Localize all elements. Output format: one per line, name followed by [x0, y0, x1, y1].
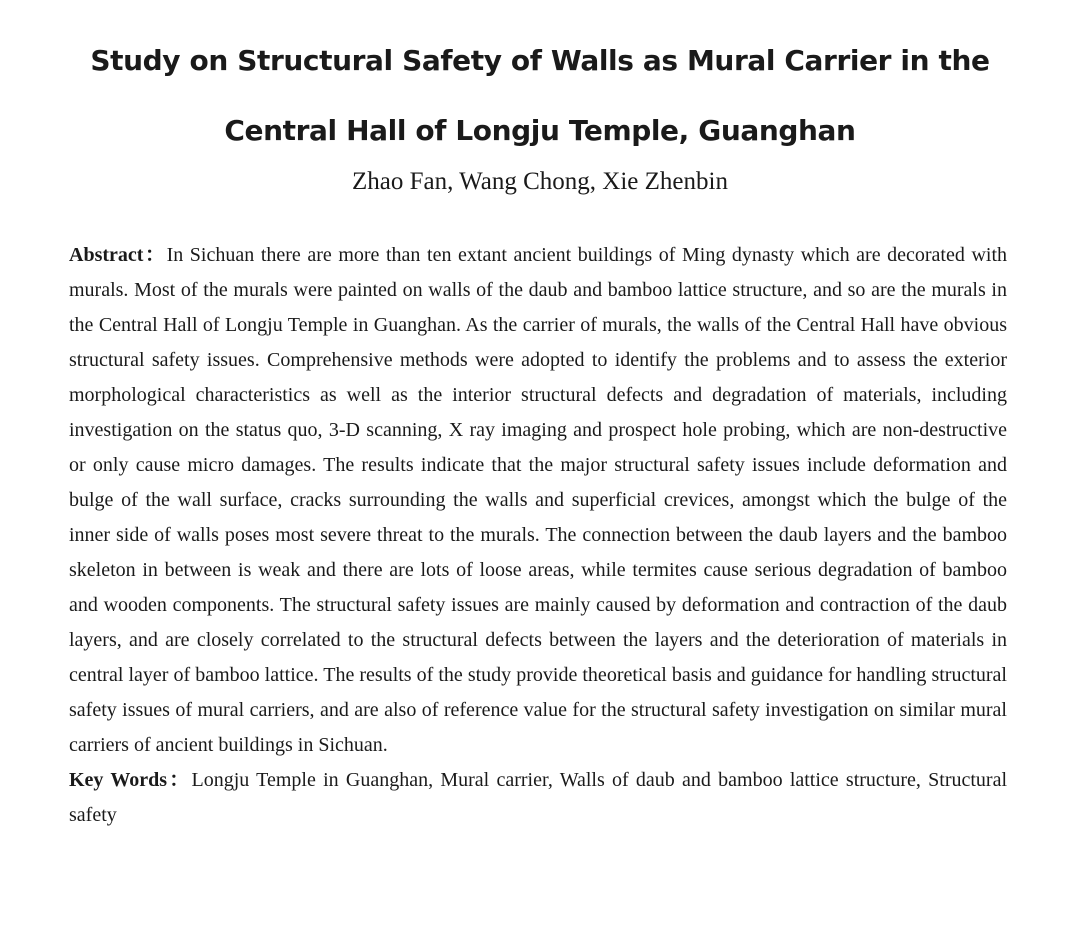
abstract-label-colon: ：	[143, 244, 167, 266]
abstract-label: Abstract	[69, 244, 144, 266]
paper-authors: Zhao Fan, Wang Chong, Xie Zhenbin	[352, 168, 728, 195]
abstract-paragraph	[69, 238, 1007, 763]
abstract-text: In Sichuan there are more than ten extant ancient buildings of Ming dynasty which are decorated with murals. Most of the murals were painted on walls of the daub and bamboo lattice structure, and so are the murals in the Central Hall of Longju Temple in Guanghan. As the carrier of murals, the walls of the Central Hall have obvious structural safety issues. Comprehensive methods were adopted to identify the problems and to assess the exterior morphological characteristics as well as the interior structural defects and degradation of materials, including investigation on the status quo, 3-D scanning, X ray imaging and prospect hole probing, which are non-destructive or only cause micro damages. The results indicate that the major structural safety issues include deformation and bulge of the wall surface, cracks surrounding the walls and superficial crevices, amongst which the bulge of the inner side of walls poses most severe threat to the murals. The connection between the daub layers and the bamboo skeleton in between is weak and there are lots of loose areas, while termites cause serious degradation of bamboo and wooden components. The structural safety issues are mainly caused by deformation and contraction of the daub layers, and are closely correlated to the structural defects between the layers and the deterioration of materials in central layer of bamboo lattice. The results of the study provide theoretical basis and guidance for handling structural safety issues of mural carriers, and are also of reference value for the structural safety investigation on similar mural carriers of ancient buildings in Sichuan.	[69, 244, 1007, 756]
paper-title-line-2: Central Hall of Longju Temple, Guanghan	[224, 114, 856, 147]
abstract-block	[69, 238, 1007, 833]
keywords-text: Longju Temple in Guanghan, Mural carrier, Walls of daub and bamboo lattice structure, Structural safety	[69, 769, 1008, 826]
keywords-paragraph	[69, 763, 1007, 833]
keywords-label: Key Words	[69, 769, 167, 791]
paper-title-line-1: Study on Structural Safety of Walls as Mural Carrier in the	[90, 44, 990, 77]
keywords-label-colon: ：	[167, 769, 192, 791]
